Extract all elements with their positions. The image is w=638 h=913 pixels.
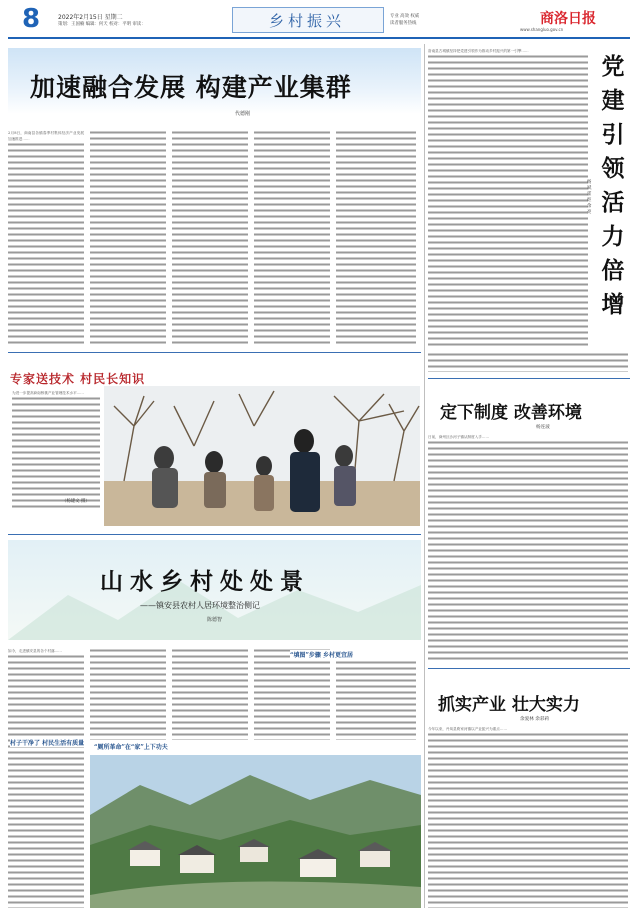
expert-photo — [104, 386, 420, 526]
industry-body-col — [428, 726, 628, 908]
lead-body-col3 — [172, 130, 248, 345]
governance-bottom-rule — [428, 668, 630, 669]
landscape-body-col1 — [8, 648, 84, 908]
village-photo — [90, 755, 421, 908]
party-headline: 党建引领 活力倍增 — [601, 54, 625, 318]
party-byline: 杨斌 霍炬 余亮 — [587, 180, 592, 215]
landscape-subhead-1: 村子干净了 村民生活有质量 — [10, 738, 96, 747]
party-body-col1 — [428, 48, 588, 348]
lead-byline: 代德刚 — [235, 111, 251, 117]
landscape-subhead-2: “厕所革命”在“家”上下功夫 — [94, 744, 168, 751]
expert-byline: （杨建文 摄） — [62, 499, 90, 504]
landscape-body-col4 — [254, 648, 330, 740]
landscape-body: 如今，走进镇安县的各个村落…… — [8, 649, 62, 653]
landscape-body-col3 — [172, 648, 248, 740]
landscape-body-col2 — [90, 648, 166, 740]
lead-body-col2 — [90, 130, 166, 345]
industry-body: 今年以来，丹凤县庾家河镇以产业振兴为重点…… — [428, 727, 508, 731]
lead-body-col4 — [254, 130, 330, 345]
expert-body: 为进一步提高商南核桃产业管理技术水平…… — [12, 391, 84, 395]
village-image — [90, 755, 421, 908]
landscape-subhead-3: “填图”步骤 乡村更宜居 — [290, 650, 380, 659]
lead-bottom-rule — [8, 352, 421, 353]
right-column-divider — [424, 44, 425, 908]
expert-kicker: 专家送技术 村民长知识 — [10, 372, 146, 386]
landscape-body-col5 — [336, 660, 416, 740]
lead-body-col1 — [8, 130, 84, 345]
landscape-subtitle: ——镇安县农村人居环境整治侧记 — [140, 601, 260, 610]
industry-byline: 余爱林 余彩莉 — [520, 717, 550, 722]
industry-headline: 抓实产业 壮大实力 — [438, 695, 580, 715]
landscape-byline: 陈德智 — [207, 617, 223, 623]
header-rule — [8, 37, 630, 39]
page-number: 8 — [22, 4, 41, 34]
lead-body-col5 — [336, 130, 416, 345]
governance-body: 日前，商州区沙河子镇从制度入手…… — [428, 435, 490, 439]
editors-line: 策划：王国楠 编辑：何天 校对：平明 审读： — [58, 22, 146, 27]
slogan: 专业 高效 权威 读者服务热线 — [390, 14, 420, 26]
governance-byline: 杨连波 — [536, 425, 550, 430]
party-bottom-rule — [428, 378, 630, 379]
masthead — [0, 0, 638, 40]
governance-body-col — [428, 434, 628, 662]
landscape-headline: 山水乡村处处景 — [100, 568, 310, 595]
lead-headline: 加速融合发展 构建产业集群 — [30, 73, 352, 102]
lead-body: 2月8日，商南县各镇春季村集体经济产业发展加速推进…… — [8, 131, 84, 142]
party-body: 洛南县古城镇坚持把党建引领作为推动乡村振兴的第一引擎…… — [428, 49, 529, 53]
website: www.shangluo.gov.cn — [520, 27, 564, 32]
section-title: 乡村振兴 — [268, 12, 345, 30]
party-body-col2 — [428, 352, 628, 372]
brand-logo: 商洛日报 — [540, 11, 596, 27]
expert-body-col — [12, 390, 100, 510]
orchard-pruning-image — [104, 386, 420, 526]
expert-bottom-rule — [8, 534, 421, 535]
issue-date: 2022年2月15日 星期二 — [58, 14, 123, 21]
governance-headline: 定下制度 改善环境 — [440, 403, 582, 423]
